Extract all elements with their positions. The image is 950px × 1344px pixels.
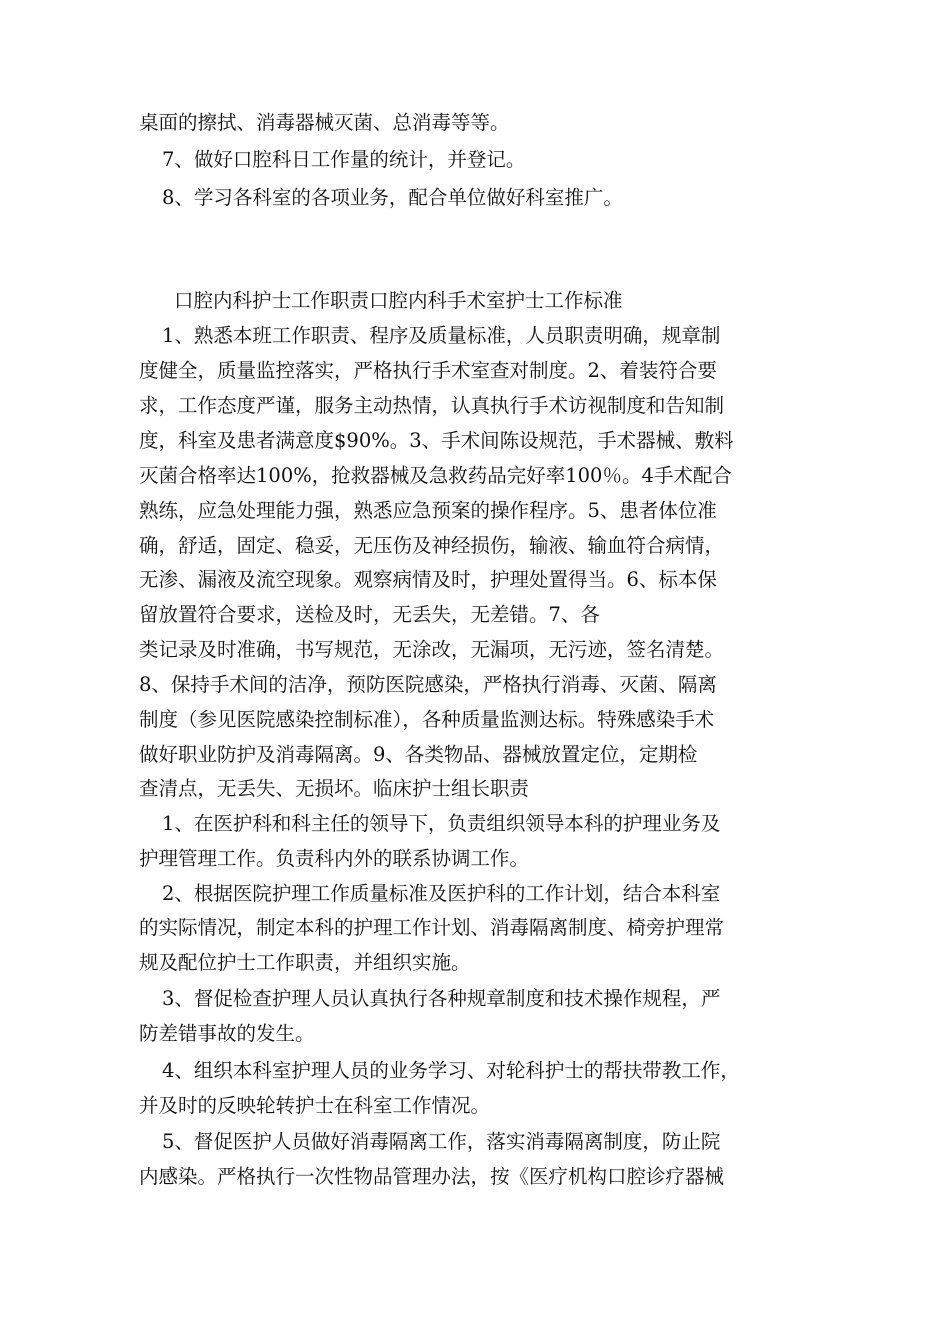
text-line: 1、在医护科和科主任的领导下，负责组织领导本科的护理业务及: [162, 812, 721, 835]
text-line: 求，工作态度严谨，服务主动热情，认真执行手术访视制度和告知制: [139, 394, 725, 417]
text-line: 桌面的擦拭、消毒器械灭菌、总消毒等等。: [139, 111, 510, 134]
section-title: 口腔内科护士工作职责口腔内科手术室护士工作标准: [174, 289, 623, 312]
text-line: 做好职业防护及消毒隔离。9、各类物品、器械放置定位，定期检: [139, 743, 698, 766]
text-line: 1、熟悉本班工作职责、程序及质量标准，人员职责明确，规章制: [162, 324, 721, 347]
text-line: 制度（参见医院感染控制标准），各种质量监测达标。特殊感染手术: [139, 708, 715, 731]
text-line: 规及配位护士工作职责，并组织实施。: [139, 951, 471, 974]
text-line: 防差错事故的发生。: [139, 1022, 315, 1045]
text-line: 类记录及时准确，书写规范，无涂改，无漏项，无污迹，签名清楚。: [139, 638, 725, 661]
text-line: 查清点，无丢失、无损坏。临床护士组长职责: [139, 777, 530, 800]
text-line: 并及时的反映轮转护士在科室工作情况。: [139, 1094, 491, 1117]
text-line: 4、组织本科室护理人员的业务学习、对轮科护士的帮扶带教工作，: [162, 1059, 740, 1082]
text-line: 护理管理工作。负责科内外的联系协调工作。: [139, 847, 530, 870]
text-line: 确，舒适，固定、稳妥，无压伤及神经损伤，输液、输血符合病情，: [139, 534, 725, 557]
text-line: 2、根据医院护理工作质量标准及医护科的工作计划，结合本科室: [162, 882, 721, 905]
text-line: 灭菌合格率达100%，抢救器械及急救药品完好率100％。4手术配合: [139, 464, 732, 487]
text-line: 度健全，质量监控落实，严格执行手术室查对制度。2、着装符合要: [139, 359, 717, 382]
text-line: 熟练，应急处理能力强，熟悉应急预案的操作程序。5、患者体位准: [139, 499, 717, 522]
text-line: 内感染。严格执行一次性物品管理办法，按《医疗机构口腔诊疗器械: [139, 1165, 725, 1188]
text-line: 8、保持手术间的洁净，预防医院感染，严格执行消毒、灭菌、隔离: [139, 673, 717, 696]
text-line: 7、做好口腔科日工作量的统计，并登记。: [162, 148, 526, 171]
text-line: 8、学习各科室的各项业务，配合单位做好科室推广。: [162, 186, 623, 209]
text-line: 度，科室及患者满意度$90%。3、手术间陈设规范，手术器械、敷料: [139, 429, 734, 452]
text-line: 留放置符合要求，送检及时，无丢失，无差错。7、各: [139, 603, 600, 626]
text-line: 无渗、漏液及流空现象。观察病情及时，护理处置得当。6、标本保: [139, 568, 717, 591]
text-line: 5、督促医护人员做好消毒隔离工作，落实消毒隔离制度，防止院: [162, 1130, 721, 1153]
text-line: 的实际情况，制定本科的护理工作计划、消毒隔离制度、椅旁护理常: [139, 916, 725, 939]
text-line: 3、督促检查护理人员认真执行各种规章制度和技术操作规程，严: [162, 987, 721, 1010]
